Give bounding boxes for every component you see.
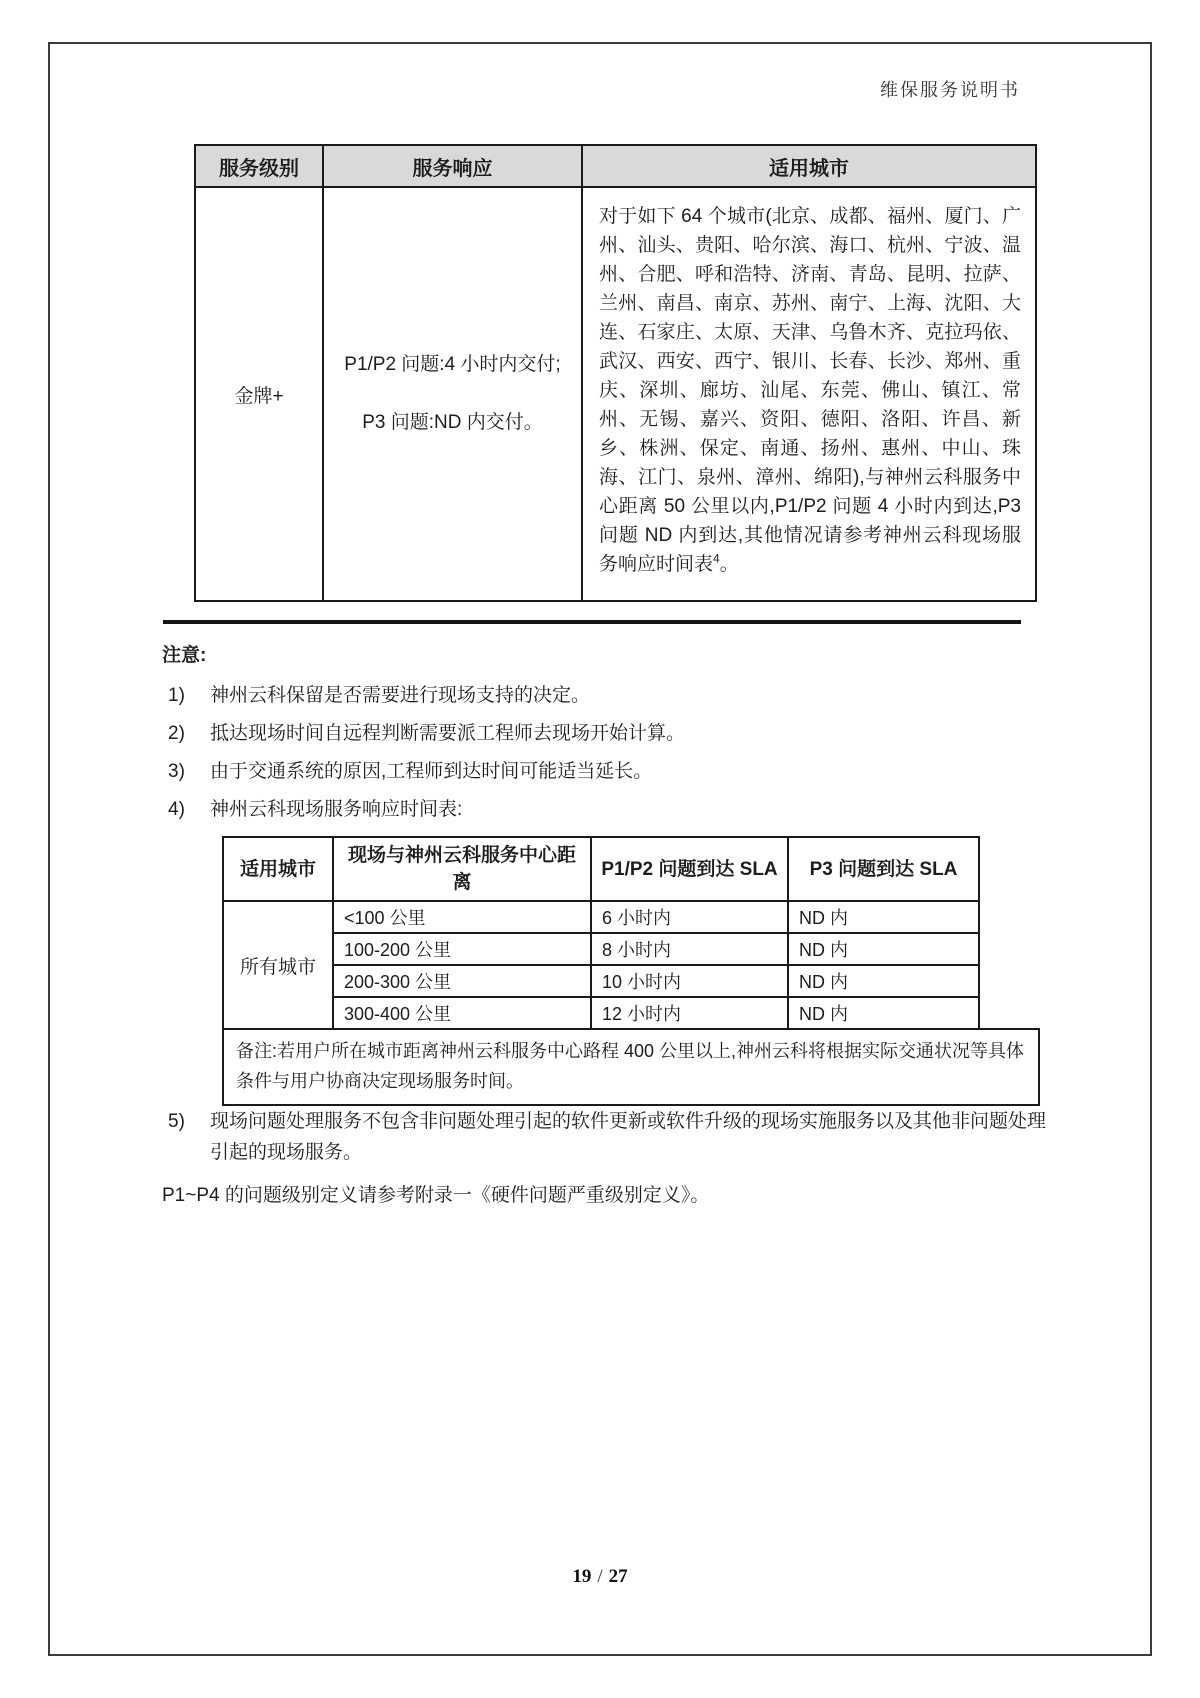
response-table-row — [223, 933, 979, 965]
city-scope-cell: 所有城市 — [223, 901, 333, 1029]
p3-sla-cell: ND 内 — [788, 901, 979, 933]
response-table-remark: 备注:若用户所在城市距离神州云科服务中心路程 400 公里以上,神州云科将根据实际交通状况等具体条件与用户协商决定现场服务时间。 — [222, 1028, 1040, 1106]
response-table-row — [223, 901, 979, 933]
distance-cell: 100-200 公里 — [333, 933, 591, 965]
cities-suffix: 。 — [719, 554, 739, 575]
note-number: 4) — [168, 799, 185, 820]
header-city-scope: 适用城市 — [223, 837, 333, 901]
note-number: 2) — [168, 723, 185, 744]
service-table-header-row — [195, 145, 1036, 187]
p3-sla-cell: ND 内 — [788, 965, 979, 997]
service-level-cell: 金牌+ — [195, 187, 323, 601]
note-text: 神州云科保留是否需要进行现场支持的决定。 — [210, 685, 591, 706]
p1p2-sla-cell: 10 小时内 — [591, 965, 788, 997]
response-line-1: P1/P2 问题:4 小时内交付; — [344, 354, 561, 375]
footnote-marker: 4 — [713, 551, 720, 566]
page-number-separator: / — [597, 1566, 603, 1587]
response-table-header-row — [223, 837, 979, 901]
note-text: 抵达现场时间自远程判断需要派工程师去现场开始计算。 — [210, 723, 686, 744]
notes-heading: 注意: — [162, 645, 207, 666]
response-table-row — [223, 965, 979, 997]
note-item-2 — [168, 720, 1060, 748]
service-level-table — [194, 144, 1037, 602]
note-text: 现场问题处理服务不包含非问题处理引起的软件更新或软件升级的现场实施服务以及其他非问题处理引起的现场服务。 — [210, 1111, 1047, 1163]
header-service-level: 服务级别 — [195, 145, 323, 187]
note-item-4 — [168, 796, 1060, 824]
response-time-table — [222, 836, 980, 1030]
note-number: 1) — [168, 685, 185, 706]
document-header-title: 维保服务说明书 — [880, 80, 1020, 100]
closing-reference-line: P1~P4 的问题级别定义请参考附录一《硬件问题严重级别定义》。 — [162, 1185, 710, 1206]
note-text: 由于交通系统的原因,工程师到达时间可能适当延长。 — [210, 761, 653, 782]
page-footer — [0, 1566, 1200, 1588]
note-number: 3) — [168, 761, 185, 782]
distance-cell: 300-400 公里 — [333, 997, 591, 1029]
p1p2-sla-cell: 8 小时内 — [591, 933, 788, 965]
p1p2-sla-cell: 12 小时内 — [591, 997, 788, 1029]
service-table-row — [195, 187, 1036, 601]
p3-sla-cell: ND 内 — [788, 997, 979, 1029]
header-service-response: 服务响应 — [323, 145, 582, 187]
cities-text: 对于如下 64 个城市(北京、成都、福州、厦门、广州、汕头、贵阳、哈尔滨、海口、杭州、宁波、温州、合肥、呼和浩特、济南、青岛、昆明、拉萨、兰州、南昌、南京、苏州、南宁、上海、沈阳、大连、石家庄、太原、天津、乌鲁木齐、克拉玛依、武汉、西安、西宁、银川、长春、长沙、郑州、重庆、深圳、廊坊、汕尾、东莞、佛山、镇江、常州、无锡、嘉兴、资阳、德阳、洛阳、许昌、新乡、株洲、保定、南通、扬州、惠州、中山、珠海、江门、泉州、漳州、绵阳),与神州云科服务中心距离 50 公里以内,P1/P2 问题 4 小时内到达,P3 问题 ND 内到达,其他情况请参考神州云科现场服务响应时间表 — [599, 206, 1021, 575]
header-p3-sla: P3 问题到达 SLA — [788, 837, 979, 901]
p3-sla-cell: ND 内 — [788, 933, 979, 965]
distance-cell: 200-300 公里 — [333, 965, 591, 997]
note-item-3 — [168, 758, 1060, 786]
note-text: 神州云科现场服务响应时间表: — [210, 799, 463, 820]
header-p1p2-sla: P1/P2 问题到达 SLA — [591, 837, 788, 901]
distance-cell: <100 公里 — [333, 901, 591, 933]
page-number: 19 — [572, 1566, 592, 1587]
header-distance: 现场与神州云科服务中心距离 — [333, 837, 591, 901]
note-item-1 — [168, 682, 1060, 710]
note-number: 5) — [168, 1111, 185, 1132]
response-table-row — [223, 997, 979, 1029]
applicable-cities-cell — [582, 187, 1036, 601]
page-total: 27 — [608, 1566, 628, 1587]
service-response-cell — [323, 187, 582, 601]
p1p2-sla-cell: 6 小时内 — [591, 901, 788, 933]
note-item-5 — [168, 1106, 1060, 1168]
response-line-2: P3 问题:ND 内交付。 — [362, 412, 543, 433]
header-applicable-cities: 适用城市 — [582, 145, 1036, 187]
section-divider — [163, 620, 1021, 624]
